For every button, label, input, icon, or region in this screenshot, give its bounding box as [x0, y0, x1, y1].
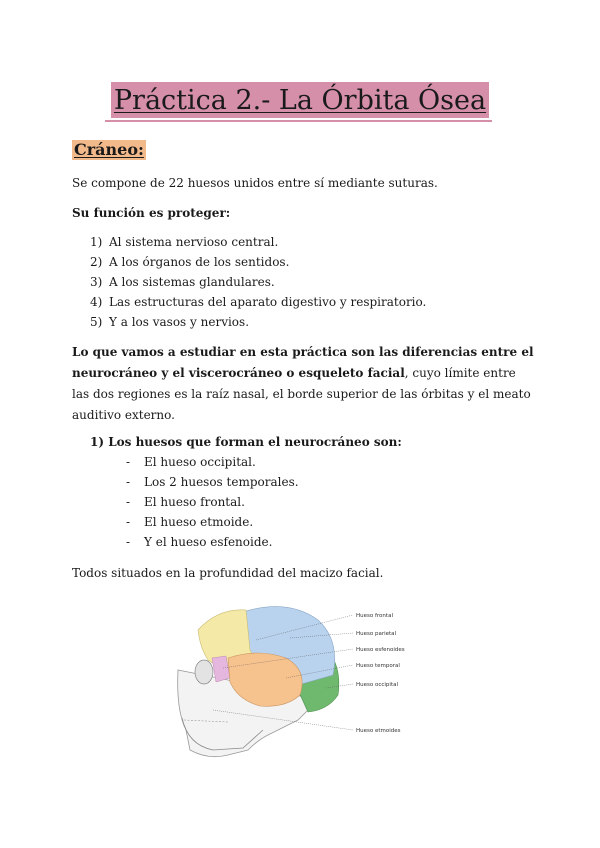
- label-frontal: Hueso frontal: [356, 613, 393, 619]
- list-item: - El hueso occipital.: [126, 455, 256, 469]
- function-heading: Su función es proteger:: [72, 206, 231, 220]
- neuro-heading: 1) Los huesos que forman el neurocráneo son:: [90, 435, 402, 449]
- page-title: Práctica 2.- La Órbita Ósea: [111, 82, 489, 118]
- list-item: 3) A los sistemas glandulares.: [90, 275, 275, 289]
- title-wrap: [0, 82, 600, 118]
- study-paragraph: [72, 342, 534, 426]
- list-item: - Los 2 huesos temporales.: [126, 475, 299, 489]
- neuro-bone-list: [126, 452, 299, 552]
- list-item: 2) A los órganos de los sentidos.: [90, 255, 290, 269]
- label-temporal: Hueso temporal: [356, 663, 400, 669]
- skull-figure: [168, 600, 428, 765]
- function-list: [90, 232, 426, 332]
- intro-paragraph: Se compone de 22 huesos unidos entre sí mediante suturas.: [72, 176, 438, 190]
- closing-paragraph: Todos situados en la profundidad del macizo facial.: [72, 566, 384, 580]
- list-item: - Y el hueso esfenoide.: [126, 535, 273, 549]
- list-item: 1) Al sistema nervioso central.: [90, 235, 279, 249]
- label-parietal: Hueso parietal: [356, 631, 397, 637]
- label-etmoides: Hueso etmoides: [356, 728, 401, 734]
- title-underline: [105, 120, 492, 122]
- list-item: - El hueso frontal.: [126, 495, 245, 509]
- list-item: 5) Y a los vasos y nervios.: [90, 315, 250, 329]
- label-esfenoides: Hueso esfenoides: [356, 647, 405, 653]
- list-item: 4) Las estructuras del aparato digestivo y respiratorio.: [90, 295, 427, 309]
- label-occipital: Hueso occipital: [356, 682, 398, 688]
- orbit-hole: [195, 660, 213, 684]
- study-rest-text: , cuyo límite entre las dos regiones es la raíz nasal, el borde superior de las órbitas y el meato auditivo externo.: [72, 366, 531, 422]
- study-bold-text: Lo que vamos a estudiar en esta práctica son las diferencias entre el neurocráneo y el viscerocráneo o esqueleto facial: [72, 345, 534, 380]
- list-item: - El hueso etmoide.: [126, 515, 254, 529]
- section-heading: Cráneo:: [74, 140, 144, 159]
